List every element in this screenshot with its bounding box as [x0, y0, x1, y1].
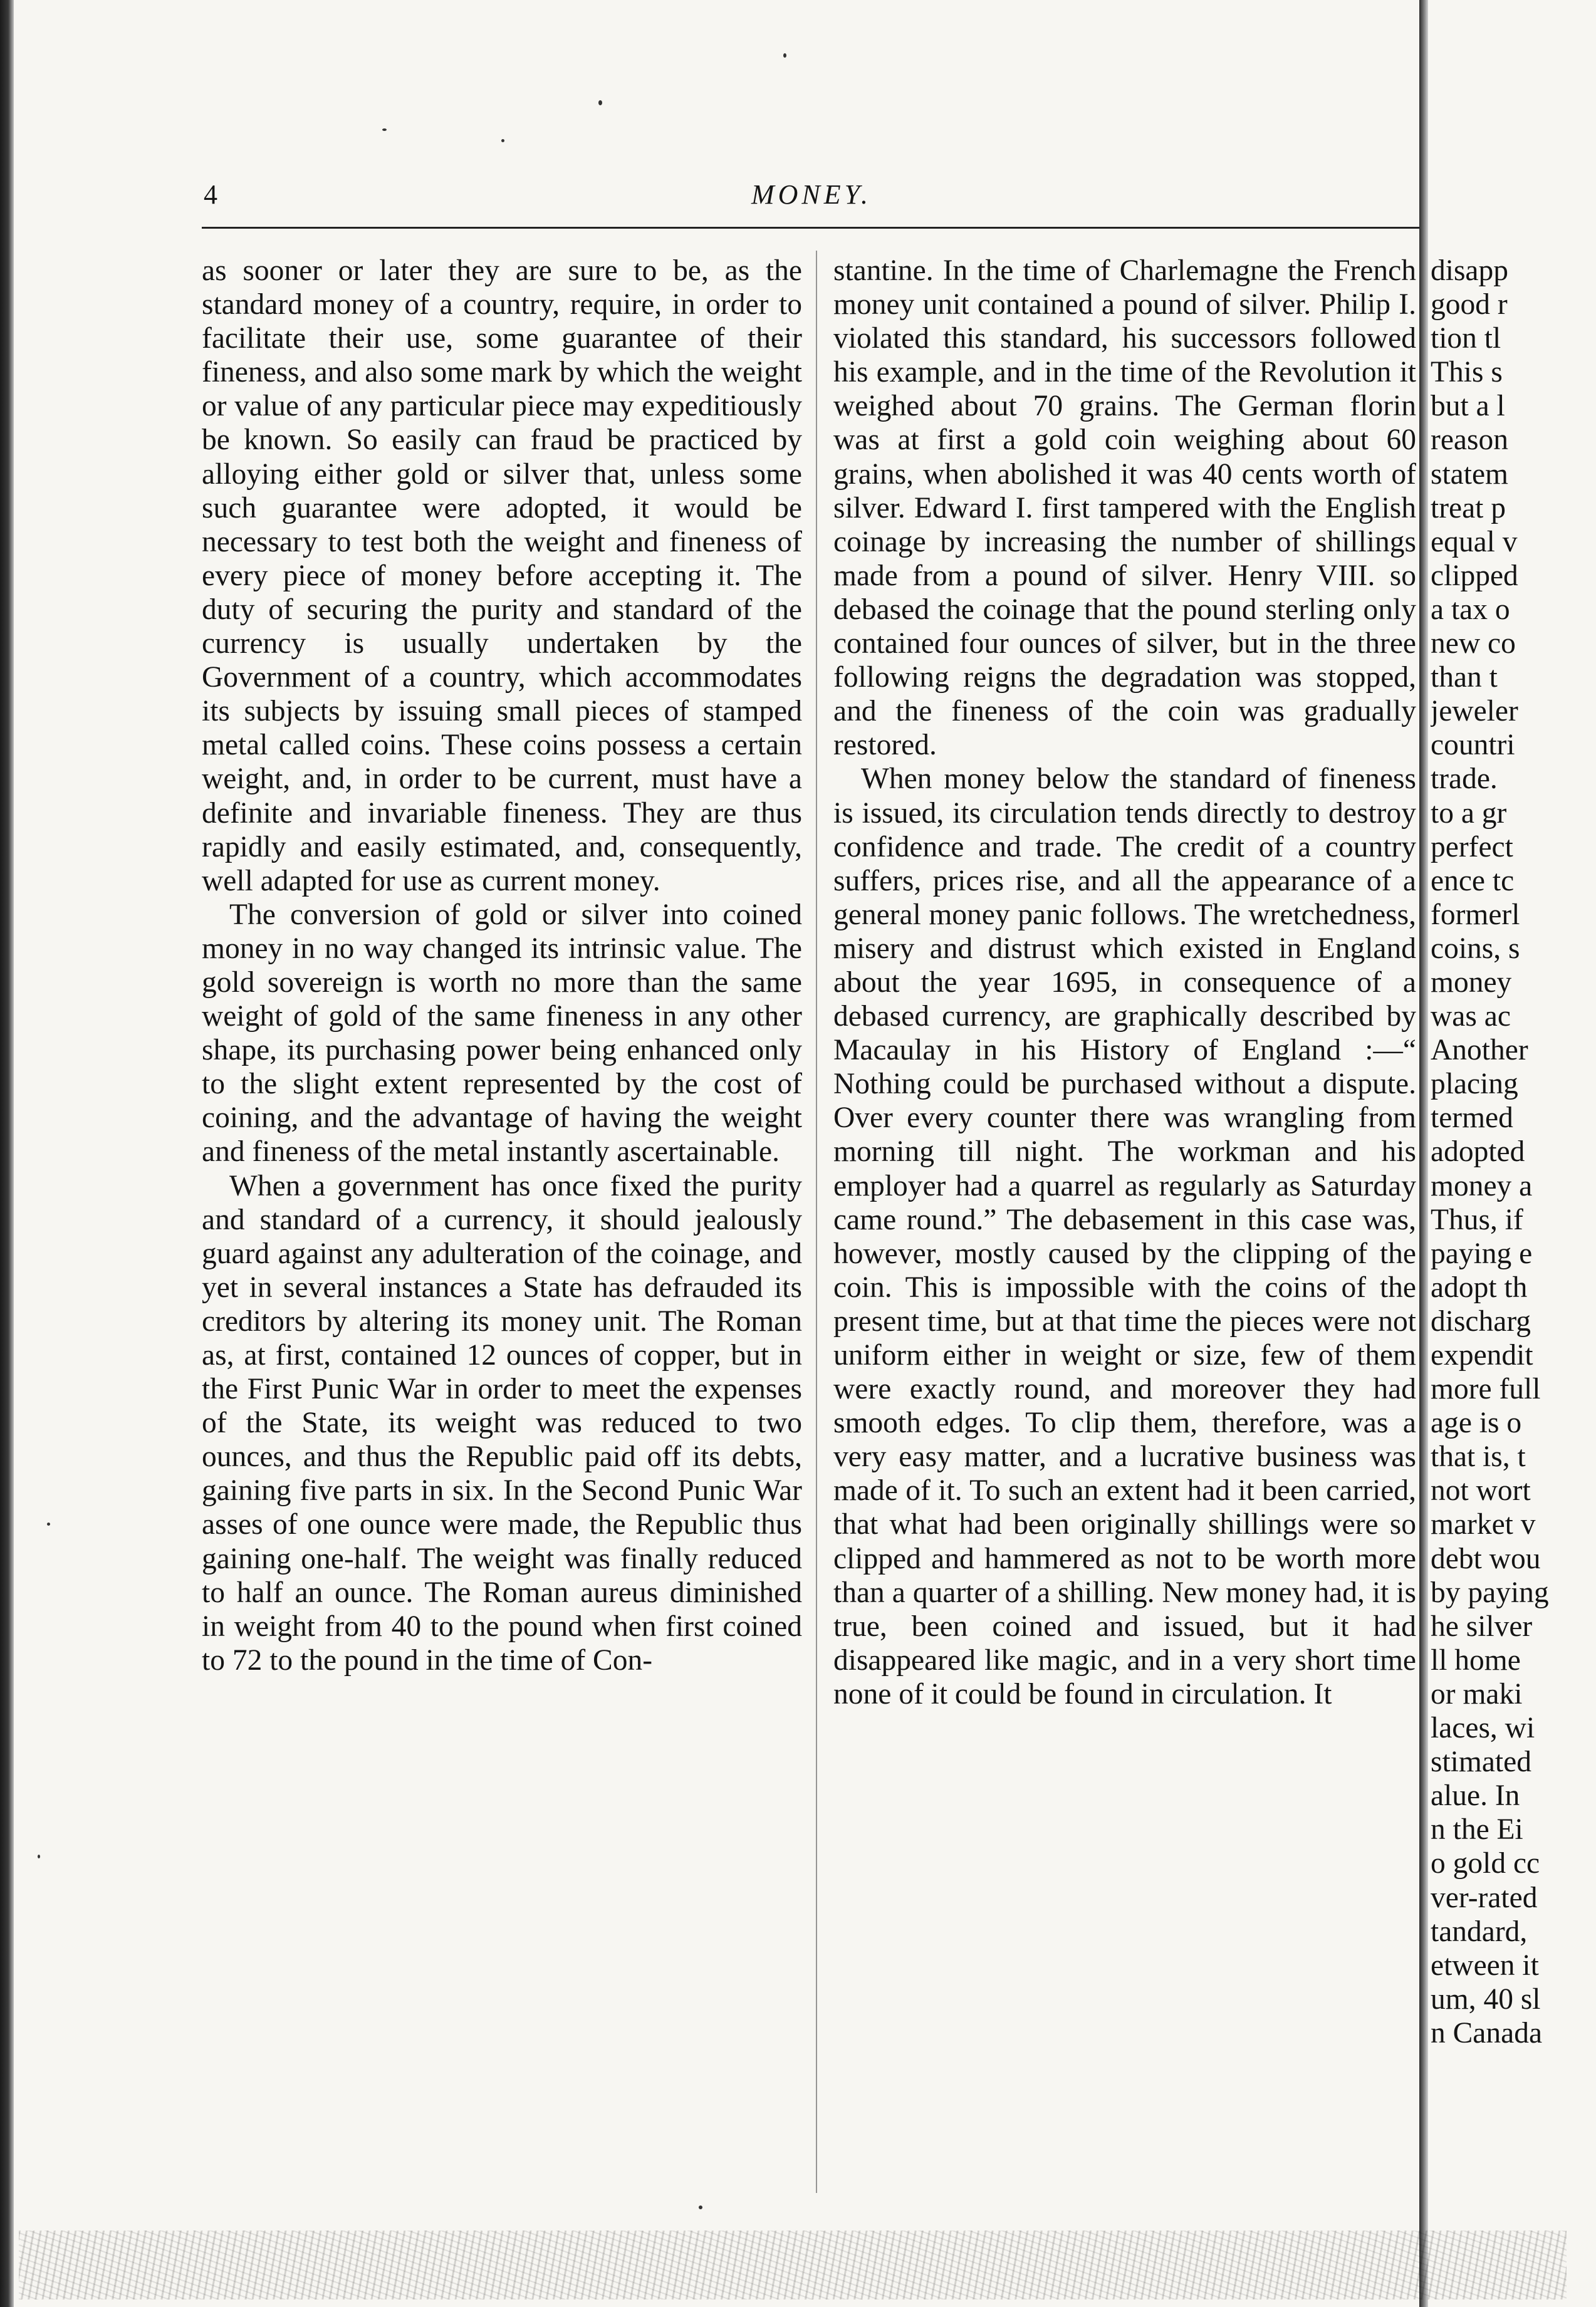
- fragment-line: paying e: [1431, 1237, 1533, 1270]
- fragment-line: n Canada: [1431, 2016, 1543, 2049]
- fragment-line: tion tl: [1431, 322, 1501, 355]
- fragment-line: perfect: [1431, 830, 1513, 863]
- fragment-line: debt wou: [1431, 1542, 1541, 1575]
- fragment-line: that is, t: [1431, 1440, 1526, 1474]
- fragment-line: um, 40 sl: [1431, 1982, 1541, 2016]
- fragment-line: more full: [1431, 1373, 1541, 1406]
- fragment-line: reason: [1431, 424, 1508, 457]
- middle-column: [833, 254, 1416, 1711]
- fragment-line: discharg: [1431, 1305, 1531, 1338]
- paragraph: When a government has once fixed the purity and standard of a currency, it should jealously guard against any adulteration of the coinage, and yet in several instances a State has defrauded its creditors by altering its money unit. The Roman as, at first, contained 12 ounces of copper, but in the First Punic War in order to meet the expenses of the State, its weight was reduced to two ounces, and thus the Republic paid off its debts, gaining five parts in six. In the Second Punic War asses of one ounce were made, the Republic thus gaining one-half. The weight was finally reduced to half an ounce. The Roman aureus diminished in weight from 40 to the pound when first coined to 72 to the pound in the time of Con-: [202, 1169, 802, 1677]
- fragment-line: trade.: [1431, 763, 1498, 796]
- fragment-line: new co: [1431, 627, 1516, 660]
- paragraph: The conversion of gold or silver into coined money in no way changed its intrinsic value. The gold sovereign is worth no more than the same weight of gold of the same fineness in any other shape, its purchasing power being enhanced only to the slight extent represented by the cost of coining, and the advantage of having the weight and fineness of the metal instantly ascertainable.: [202, 898, 802, 1169]
- scan-noise: [19, 2231, 1567, 2299]
- running-title: MONEY.: [751, 179, 872, 210]
- fragment-line: was ac: [1431, 1000, 1511, 1033]
- page-number: 4: [204, 179, 217, 210]
- header-rule: [202, 227, 1419, 229]
- fragment-line: market v: [1431, 1508, 1536, 1541]
- fragment-line: tandard,: [1431, 1915, 1528, 1948]
- fragment-line: good r: [1431, 288, 1508, 321]
- fragment-line: adopted: [1431, 1135, 1525, 1169]
- fragment-line: adopt th: [1431, 1271, 1528, 1304]
- fragment-line: placing: [1431, 1068, 1518, 1101]
- fragment-line: or maki: [1431, 1677, 1523, 1711]
- fragment-line: a tax o: [1431, 593, 1510, 626]
- column-divider: [816, 251, 817, 2193]
- fragment-line: etween it: [1431, 1949, 1539, 1982]
- fragment-line: countri: [1431, 729, 1515, 762]
- fragment-line: age is o: [1431, 1407, 1522, 1440]
- fragment-line: but a l: [1431, 390, 1505, 423]
- fragment-line: o gold cc: [1431, 1847, 1540, 1880]
- page-header: [204, 179, 1419, 216]
- fragment-line: This s: [1431, 356, 1503, 389]
- fragment-line: coins, s: [1431, 932, 1520, 965]
- fragment-line: ll home: [1431, 1643, 1521, 1677]
- fragment-line: laces, wi: [1431, 1712, 1535, 1745]
- fragment-line: to a gr: [1431, 796, 1507, 830]
- fragment-line: termed: [1431, 1101, 1513, 1135]
- fragment-line: money a: [1431, 1169, 1533, 1202]
- fragment-line: clipped: [1431, 559, 1518, 592]
- fragment-line: by paying: [1431, 1576, 1549, 1609]
- fragment-line: stimated: [1431, 1746, 1531, 1779]
- page-fold-shadow: [1419, 0, 1428, 2307]
- fragment-line: expendit: [1431, 1339, 1533, 1372]
- fragment-line: ence tc: [1431, 864, 1515, 897]
- fragment-line: than t: [1431, 661, 1498, 694]
- scan-binding-edge: [0, 0, 14, 2307]
- fragment-line: alue. In: [1431, 1779, 1520, 1813]
- fragment-line: disapp: [1431, 254, 1509, 287]
- fragment-line: jeweler: [1431, 695, 1518, 728]
- fragment-line: ver-rated: [1431, 1881, 1538, 1914]
- paragraph: stantine. In the time of Charlemagne the French money unit contained a pound of silver. Philip I. violated this standard, his successors followed his example, and in the time of the Revolution it weighed about 70 grains. The German florin was at first a gold coin weighing about 60 grains, when abolished it was 40 cents worth of silver. Edward I. first tampered with the English coinage by increasing the number of shillings made from a pound of silver. Henry VIII. so debased the coinage that the pound sterling only contained four ounces of silver, but in the three following reigns the degradation was stopped, and the fineness of the coin was gradually restored.: [833, 254, 1416, 762]
- fragment-line: n the Ei: [1431, 1813, 1523, 1846]
- fragment-line: treat p: [1431, 491, 1506, 524]
- left-column: [202, 254, 802, 1677]
- fragment-line: formerl: [1431, 898, 1520, 931]
- right-column-fragments: [1431, 254, 1593, 2050]
- fragment-line: Another: [1431, 1034, 1528, 1067]
- fragment-line: Thus, if: [1431, 1203, 1523, 1236]
- fragment-line: statem: [1431, 457, 1508, 491]
- fragment-line: equal v: [1431, 525, 1518, 558]
- paragraph: as sooner or later they are sure to be, as the standard money of a country, require, in order to facilitate their use, some guarantee of their fineness, and also some mark by which the weight or value of any particular piece may expeditiously be known. So easily can fraud be practiced by alloying either gold or silver that, unless some such guarantee were adopted, it would be necessary to test both the weight and fineness of every piece of money before accepting it. The duty of securing the purity and standard of the currency is usually undertaken by the Government of a country, which accommodates its subjects by issuing small pieces of stamped metal called coins. These coins possess a certain weight, and, in order to be current, must have a definite and invariable fineness. They are thus rapidly and easily estimated, and, consequently, well adapted for use as current money.: [202, 254, 802, 897]
- fragment-line: not wort: [1431, 1474, 1531, 1508]
- fragment-line: he silver: [1431, 1610, 1533, 1643]
- fragment-line: money: [1431, 966, 1512, 999]
- paragraph: When money below the standard of fineness is issued, its circulation tends directly to destroy confidence and trade. The credit of a country suffers, prices rise, and all the appearance of a general money panic follows. The wretchedness, misery and distrust which existed in England about the year 1695, in consequence of a debased currency, are graphically described by Macaulay in his History of England :—“ Nothing could be purchased without a dispute. Over every counter there was wrangling from morning till night. The workman and his employer had a quarrel as regularly as Saturday came round.” The debasement in this case was, however, mostly caused by the clipping of the coin. This is impossible with the coins of the present time, but at that time the pieces were not uniform either in weight or size, few of them were exactly round, and moreover they had smooth edges. To clip them, therefore, was a very easy matter, and a lucrative business was made of it. To such an extent had it been carried, that what had been originally shillings were so clipped and hammered as not to be worth more than a quarter of a shilling. New money had, it is true, been coined and issued, but it had disappeared like magic, and in a very short time none of it could be found in circulation. It: [833, 763, 1416, 1711]
